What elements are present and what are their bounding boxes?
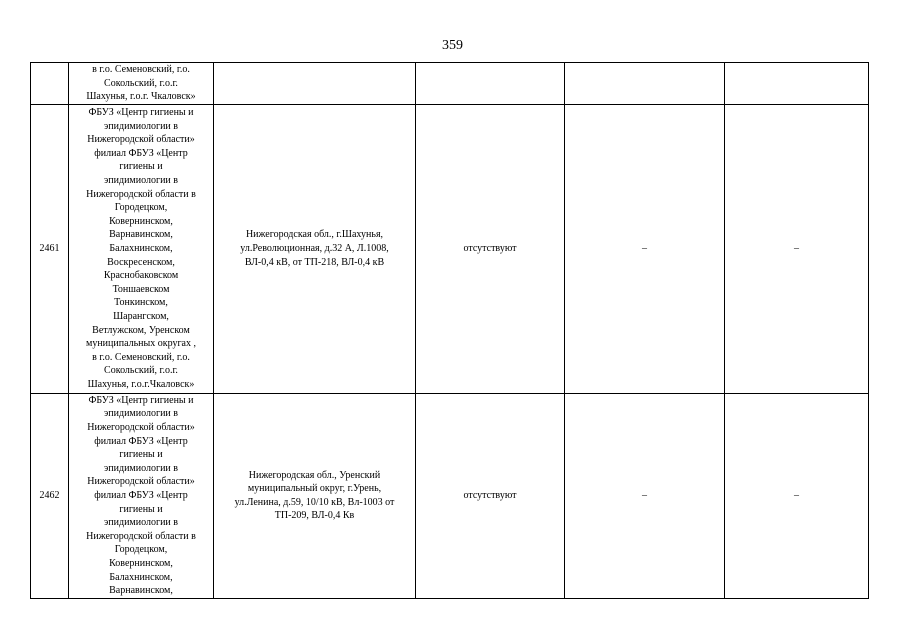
address-cell: Нижегородская обл., Уренский муниципальный округ, г.Урень, ул.Ленина, д.59, 10/10 кВ, Вл-1003 от ТП-209, ВЛ-0,4 Кв (214, 393, 416, 598)
address-cell (214, 63, 416, 105)
table-row (31, 63, 869, 105)
status-cell: отсутствуют (416, 104, 565, 393)
table-row (31, 393, 869, 598)
registry-table (30, 62, 869, 599)
organization-cell: ФБУЗ «Центр гигиены и эпидимиологии в Нижегородской области» филиал ФБУЗ «Центр гигиены и эпидимиологии в Нижегородской области в Городецком, Ковернинском, Варнавинском, Балахнинском, Воскресенском, Краснобаковском Тоншаевском Тонкинском, Шарангском, Ветлужском, Уренском муниципальных округах , в г.о. Семеновский, г.о. Сокольский, г.о.г. Шахунья, г.о.г.Чкаловск» (69, 104, 214, 393)
row-number-cell: 2461 (31, 104, 69, 393)
dash-cell: – (565, 104, 725, 393)
dash-cell: – (725, 393, 869, 598)
dash-cell: – (725, 104, 869, 393)
table-row (31, 104, 869, 393)
status-cell (416, 63, 565, 105)
row-number-cell (31, 63, 69, 105)
page-number: 359 (442, 38, 463, 53)
organization-cell: ФБУЗ «Центр гигиены и эпидимиологии в Нижегородской области» филиал ФБУЗ «Центр гигиены и эпидимиологии в Нижегородской области» филиал ФБУЗ «Центр гигиены и эпидимиологии в Нижегородской области в Городецком, Ковернинском, Балахнинском, Варнавинском, (69, 393, 214, 598)
organization-cell: в г.о. Семеновский, г.о. Сокольский, г.о.г. Шахунья, г.о.г. Чкаловск» (69, 63, 214, 105)
status-cell: отсутствуют (416, 393, 565, 598)
row-number-cell: 2462 (31, 393, 69, 598)
dash-cell (725, 63, 869, 105)
address-cell: Нижегородская обл., г.Шахунья, ул.Революционная, д.32 А, Л.1008, ВЛ-0,4 кВ, от ТП-218, ВЛ-0,4 кВ (214, 104, 416, 393)
dash-cell (565, 63, 725, 105)
dash-cell: – (565, 393, 725, 598)
